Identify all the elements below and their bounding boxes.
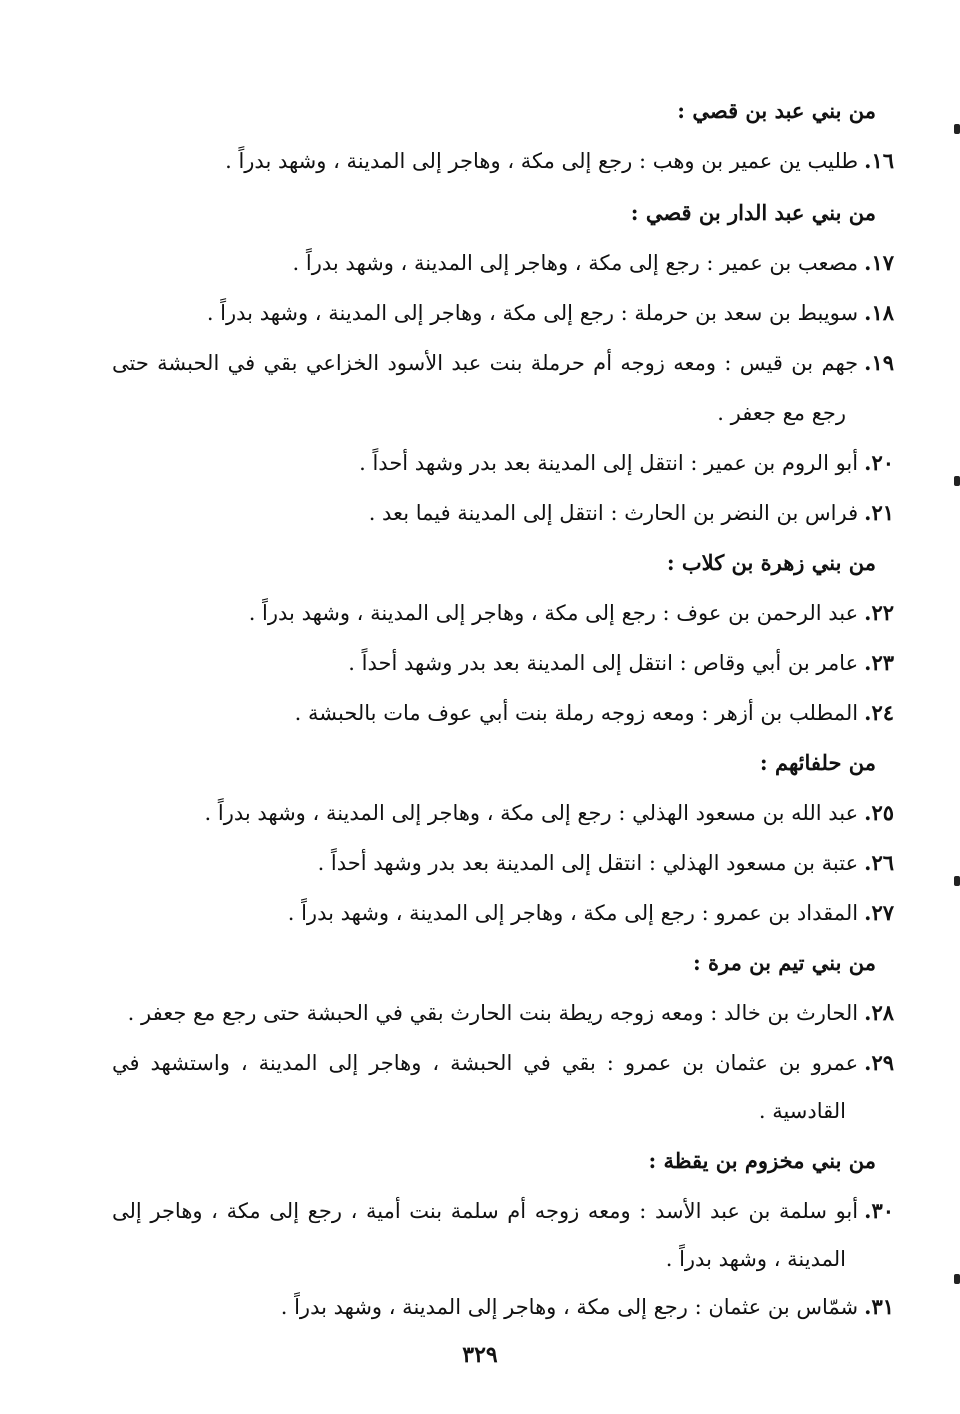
list-item: [205, 798, 894, 828]
entry-number: ٢٩.: [864, 1050, 894, 1075]
entry-number: ٢٣.: [864, 650, 894, 675]
entry-text: المقداد بن عمرو : رجع إلى مكة ، وهاجر إلى المدينة ، وشهد بدراً .: [287, 901, 859, 925]
entry-text: أبو سلمة بن عبد الأسد : ومعه زوجه أم سلمة بنت أمية ، رجع إلى مكة ، وهاجر إلى: [112, 1199, 859, 1223]
list-item: [249, 598, 894, 628]
scan-margin-mark: [954, 876, 960, 886]
entry-continuation: القادسية .: [758, 1099, 846, 1123]
entry-text: الحارث بن خالد : ومعه زوجه ريطة بنت الحارث بقي في الحبشة حتى رجع مع جعفر .: [127, 1001, 859, 1025]
list-item: [369, 498, 894, 528]
entry-number: ٢٠.: [864, 450, 894, 475]
entry-number: ٢٥.: [864, 800, 894, 825]
entry-continuation: رجع مع جعفر .: [717, 401, 846, 425]
list-item: [318, 848, 894, 878]
list-item: [359, 448, 894, 478]
entry-number: ٢٤.: [864, 700, 894, 725]
entry-text: عبد الرحمن بن عوف : رجع إلى مكة ، وهاجر إلى المدينة ، وشهد بدراً .: [248, 601, 859, 625]
section-heading: من حلفائهم :: [759, 750, 876, 775]
section-heading: من بني عبد بن قصي :: [677, 98, 876, 123]
entry-text: عتبة بن مسعود الهذلي : انتقل إلى المدينة بعد بدر وشهد أحداً .: [317, 851, 859, 875]
list-item: [112, 1048, 894, 1078]
entry-number: ١٨.: [864, 300, 894, 325]
list-item: [112, 1196, 894, 1226]
list-item: [293, 248, 894, 278]
entry-text: سويبط بن سعد بن حرملة : رجع إلى مكة ، وهاجر إلى المدينة ، وشهد بدراً .: [206, 301, 859, 325]
entry-number: ٢٢.: [864, 600, 894, 625]
entry-number: ١٩.: [864, 350, 894, 375]
list-item: [225, 146, 894, 176]
entry-number: ٣٠.: [864, 1198, 894, 1223]
entry-number: ٢٦.: [864, 850, 894, 875]
entry-text: شمّاس بن عثمان : رجع إلى مكة ، وهاجر إلى المدينة ، وشهد بدراً .: [280, 1295, 859, 1319]
entry-number: ٢٧.: [864, 900, 894, 925]
list-item: [207, 298, 894, 328]
entry-text: جهم بن قيس : ومعه زوجه أم حرملة بنت عبد الأسود الخزاعي بقي في الحبشة حتى: [112, 351, 859, 375]
entry-text: مصعب بن عمير : رجع إلى مكة ، وهاجر إلى المدينة ، وشهد بدراً .: [292, 251, 859, 275]
section-heading: من بني عبد الدار بن قصي :: [630, 200, 876, 225]
page-number: ٣٢٩: [462, 1342, 498, 1368]
entry-continuation: المدينة ، وشهد بدراً .: [665, 1247, 846, 1271]
entry-number: ٢٨.: [864, 1000, 894, 1025]
scan-margin-mark: [954, 1274, 960, 1284]
list-item: [288, 898, 894, 928]
scan-margin-mark: [954, 476, 960, 486]
entry-text: عمرو بن عثمان بن عمرو : بقي في الحبشة ، وهاجر إلى المدينة ، واستشهد في: [112, 1051, 859, 1075]
entry-text: عامر بن أبي وقاص : انتقل إلى المدينة بعد بدر وشهد أحداً .: [348, 651, 859, 675]
entry-text: أبو الروم بن عمير : انتقل إلى المدينة بعد بدر وشهد أحداً .: [359, 451, 859, 475]
section-heading: من بني تيم بن مرة :: [692, 950, 876, 975]
section-heading: من بني زهرة بن كلاب :: [666, 550, 876, 575]
list-item: [348, 648, 894, 678]
entry-text: طليب ين عمير بن وهب : رجع إلى مكة ، وهاجر إلى المدينة ، وشهد بدراً .: [225, 149, 859, 173]
list-item: [128, 998, 894, 1028]
entry-text: المطلب بن أزهر : ومعه زوجه رملة بنت أبي عوف مات بالحبشة .: [294, 701, 859, 725]
entry-number: ١٦.: [864, 148, 894, 173]
list-item: [281, 1292, 894, 1322]
entry-number: ٢١.: [864, 500, 894, 525]
entry-text: عبد الله بن مسعود الهذلي : رجع إلى مكة ، وهاجر إلى المدينة ، وشهد بدراً .: [204, 801, 859, 825]
scan-margin-mark: [954, 124, 960, 134]
section-heading: من بني مخزوم بن يقظة :: [648, 1148, 876, 1173]
list-item: [295, 698, 894, 728]
list-item: [112, 348, 894, 378]
entry-number: ٣١.: [864, 1294, 894, 1319]
entry-number: ١٧.: [864, 250, 894, 275]
entry-text: فراس بن النضر بن الحارث : انتقل إلى المدينة فيما بعد .: [368, 501, 859, 525]
